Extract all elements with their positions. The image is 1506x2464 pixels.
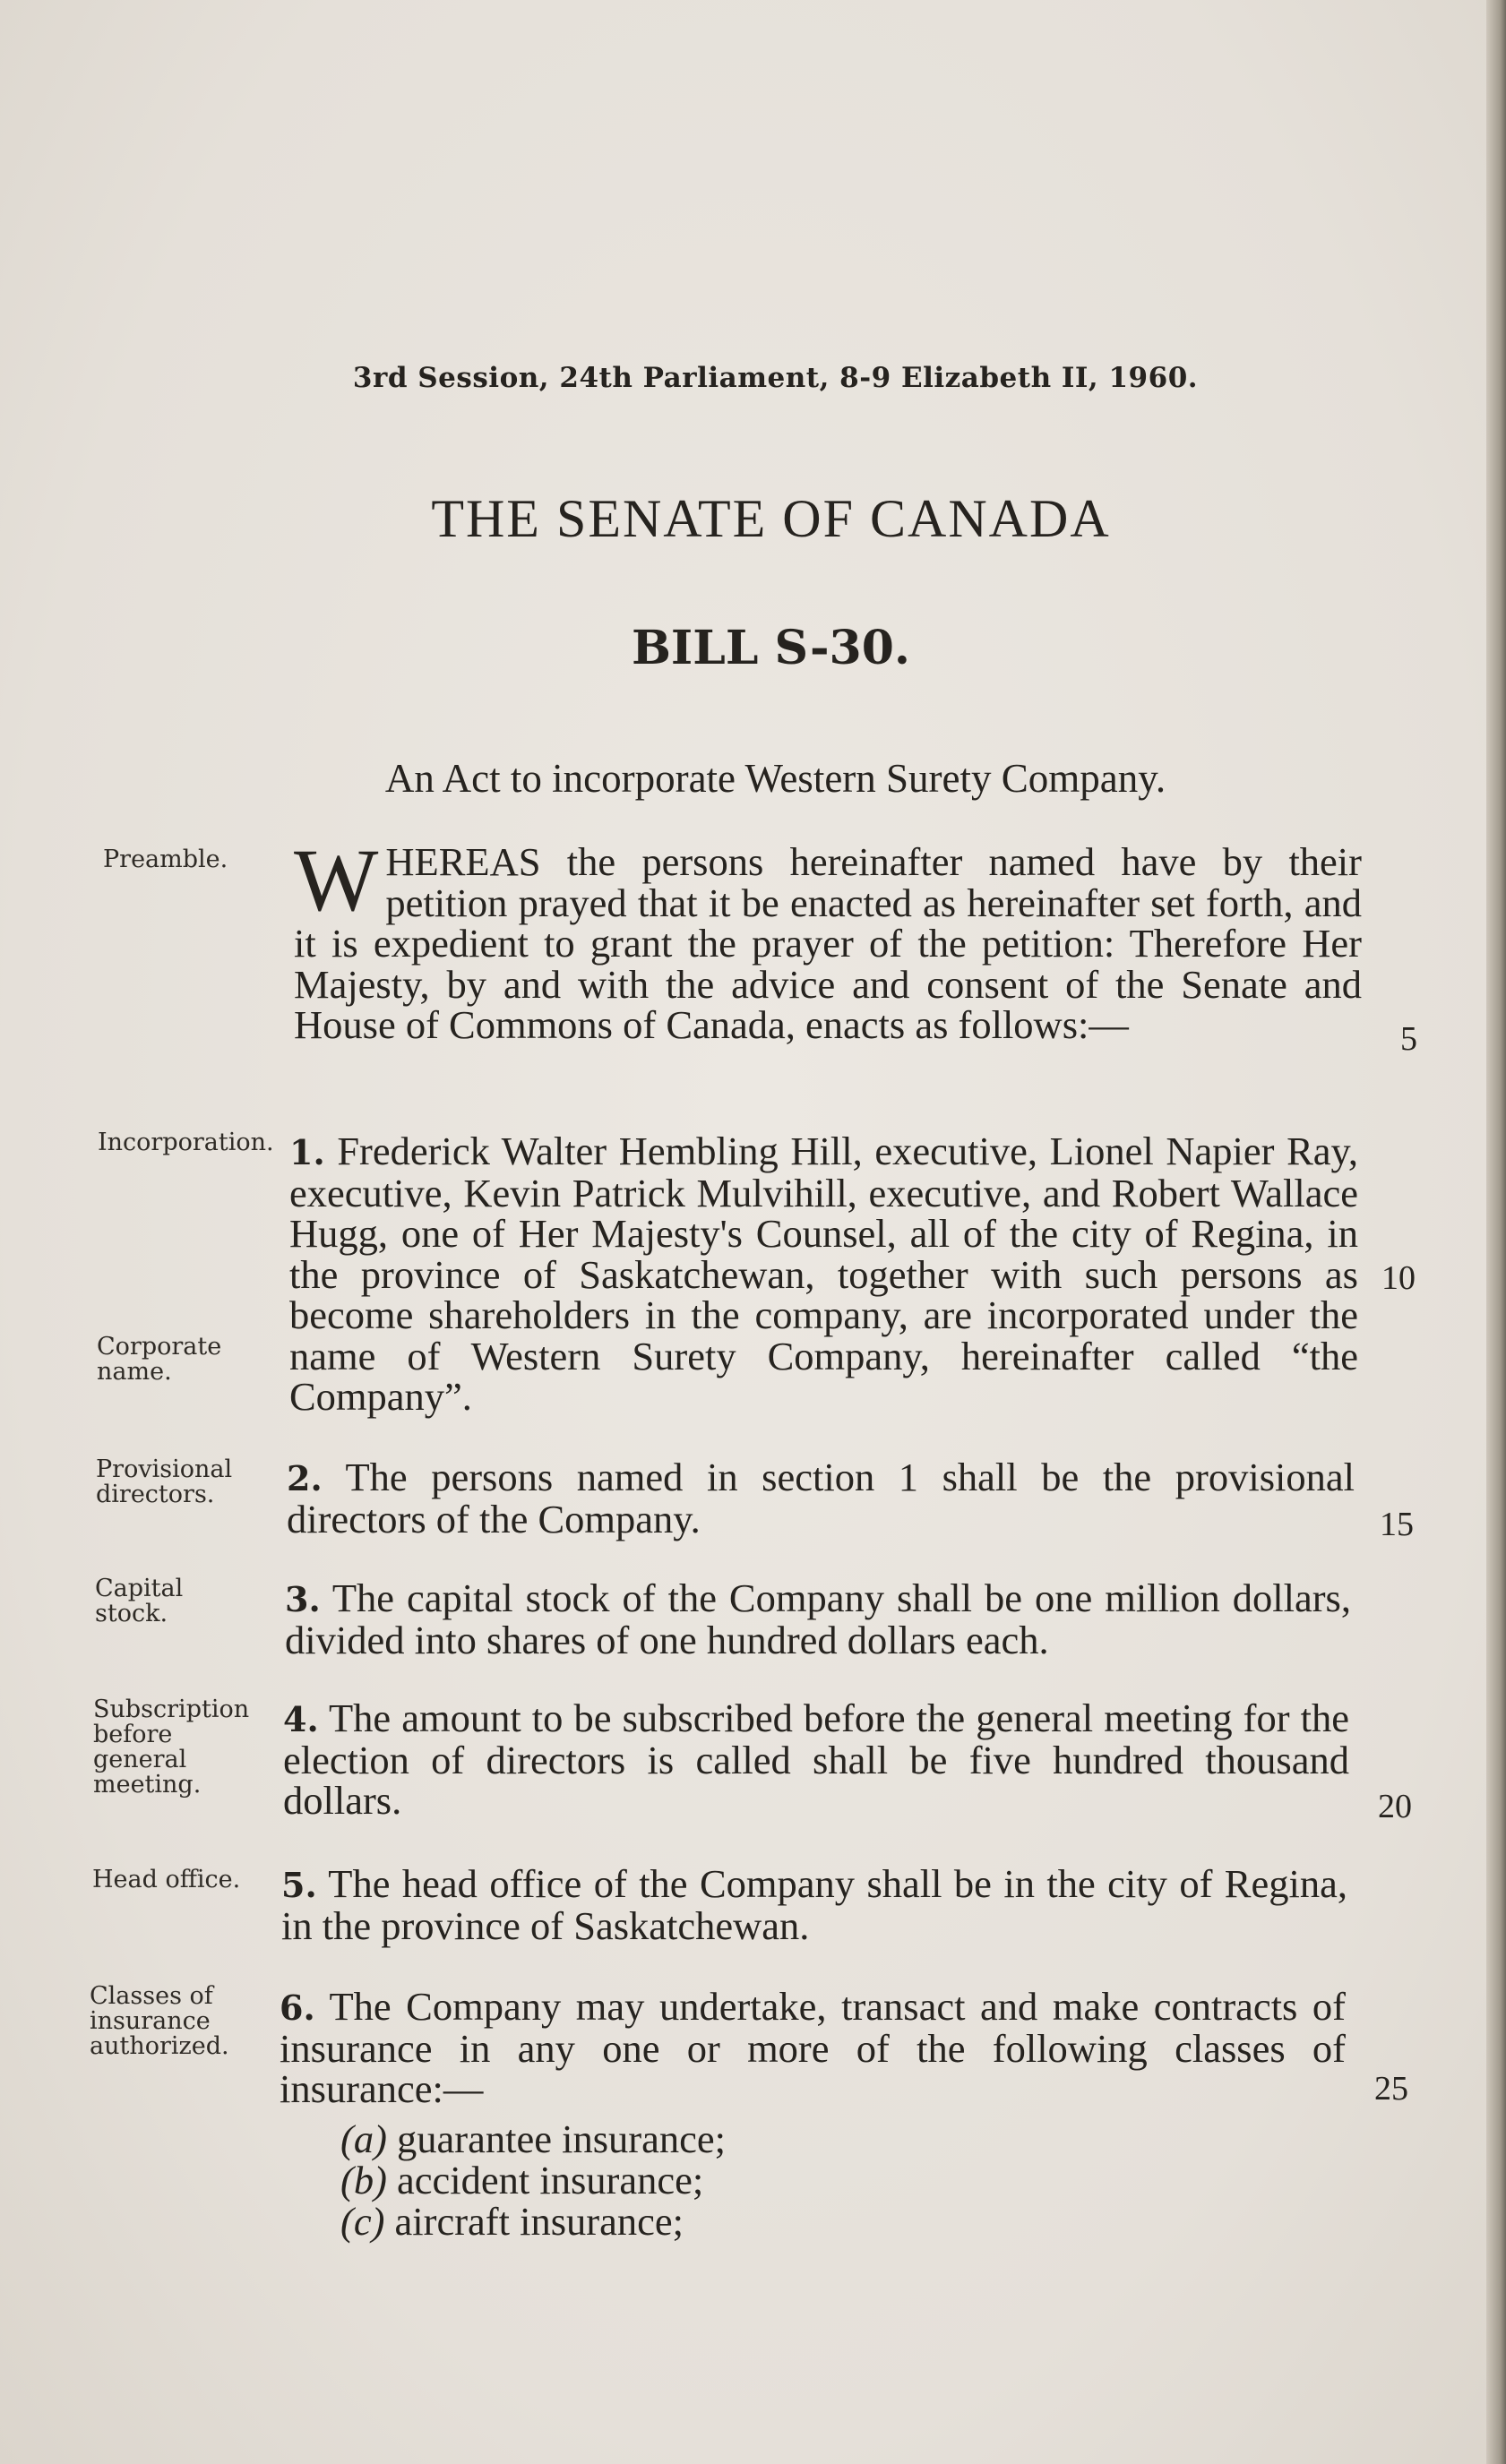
item-text: aircraft insurance; [394, 2199, 684, 2244]
section-5 [281, 1861, 1347, 1948]
margin-note-line: directors. [96, 1481, 215, 1508]
margin-note-line: Subscription [93, 1696, 250, 1723]
item-label: (b) [340, 2158, 387, 2202]
list-item [340, 2198, 684, 2245]
section-number: 2. [287, 1458, 323, 1498]
margin-note-head-office: Head office. [92, 1866, 241, 1893]
margin-note-line: Provisional [96, 1455, 233, 1483]
item-text: guarantee insurance; [397, 2116, 726, 2161]
preamble-text: HEREAS the persons hereinafter named have by their petition prayed that it be enacted as hereinafter set forth, and it is expedient to grant the prayer of the petition: Therefore Her Majesty, by and with the advice and consent of the Senate and House of Commons of Canada, enacts as follows:— [294, 839, 1362, 1047]
margin-note-classes [90, 1984, 229, 2059]
margin-note-line: insurance [90, 2007, 211, 2035]
section-number: 3. [285, 1579, 321, 1619]
section-6 [280, 1984, 1346, 2111]
section-2 [287, 1457, 1355, 1540]
margin-note-provisional-directors [96, 1457, 232, 1507]
item-label: (c) [340, 2199, 385, 2244]
chamber-title: THE SENATE OF CANADA [431, 489, 1111, 548]
margin-note-corporate-name [97, 1335, 221, 1385]
margin-note-line: name. [97, 1358, 172, 1386]
list-item [340, 2116, 726, 2162]
margin-note-subscription [93, 1697, 249, 1798]
section-1 [289, 1131, 1358, 1418]
section-4 [283, 1698, 1349, 1822]
section-text: The head office of the Company shall be in the city of Regina, in the province of Saskatchewan. [281, 1861, 1347, 1948]
line-number: 20 [1378, 1788, 1412, 1825]
margin-note-line: meeting. [93, 1771, 202, 1799]
section-text: The Company may undertake, transact and make contracts of insurance in any one or more of the following classes of insurance:— [280, 1984, 1346, 2111]
section-number: 6. [280, 1988, 315, 2028]
line-number: 5 [1400, 1020, 1417, 1058]
line-number: 25 [1374, 2070, 1408, 2108]
margin-note-line: Capital [95, 1575, 184, 1602]
section-text: The capital stock of the Company shall be one million dollars, divided into shares of one hundred dollars each. [285, 1575, 1351, 1662]
bill-number: BILL S-30. [631, 621, 910, 675]
margin-note-line: general [93, 1746, 187, 1773]
session-line: 3rd Session, 24th Parliament, 8-9 Elizabeth II, 1960. [352, 362, 1199, 394]
section-3 [285, 1575, 1351, 1662]
margin-note-line: stock. [95, 1600, 168, 1627]
section-text: The persons named in section 1 shall be the provisional directors of the Company. [287, 1455, 1355, 1541]
margin-note-incorporation: Incorporation. [98, 1129, 274, 1156]
section-number: 5. [281, 1865, 317, 1905]
item-label: (a) [340, 2116, 387, 2161]
margin-note-line: before [93, 1721, 173, 1748]
item-text: accident insurance; [397, 2158, 704, 2202]
margin-note-line: Classes of [90, 1982, 213, 2010]
bill-subtitle: An Act to incorporate Western Surety Company. [384, 756, 1166, 801]
line-number: 15 [1380, 1506, 1414, 1543]
margin-note-capital-stock [95, 1576, 183, 1627]
dropcap: W [294, 830, 379, 930]
section-text: Frederick Walter Hembling Hill, executive, Lionel Napier Ray, executive, Kevin Patrick Mulvihill, executive, and Robert Wallace Hugg, one of Her Majesty's Counsel, all of the city of Regina, in the province of Saskatchewan, together with such persons as become shareholders in the company, are incorporated under the name of Western Surety Company, hereinafter called “the Company”. [289, 1129, 1359, 1419]
margin-note-preamble: Preamble. [103, 846, 228, 873]
preamble-paragraph [294, 830, 1362, 1047]
margin-note-line: Corporate [97, 1333, 222, 1361]
margin-note-line: authorized. [90, 2032, 229, 2060]
list-item [340, 2157, 703, 2203]
section-number: 1. [289, 1132, 325, 1172]
section-text: The amount to be subscribed before the general meeting for the election of directors is called shall be five hundred thousand dollars. [283, 1696, 1349, 1823]
section-number: 4. [283, 1699, 319, 1739]
line-number: 10 [1381, 1259, 1416, 1297]
